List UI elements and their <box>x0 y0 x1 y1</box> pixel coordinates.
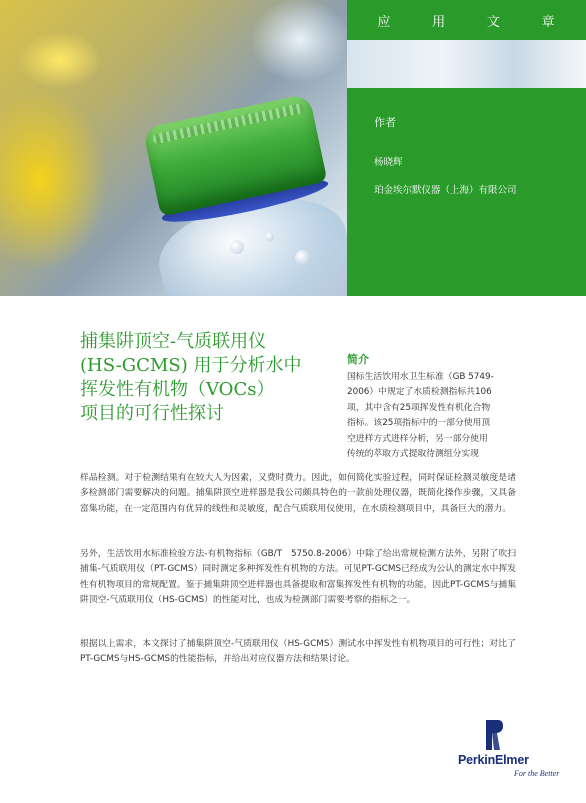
title-line: 项目的可行性探讨 <box>80 403 224 424</box>
cover-photo <box>0 0 347 296</box>
author-name: 杨晓辉 <box>374 157 403 168</box>
category-char: 用 <box>432 14 447 30</box>
author-label: 作者 <box>374 116 396 129</box>
logo-brand: PerkinElmer <box>458 753 529 767</box>
body-paragraph: 根据以上需求，本文探讨了捕集阱顶空-气质联用仪（HS-GCMS）测试水中挥发性有机物项目的可行性；对比了PT-GCMS与HS-GCMS的性能指标，并给出对应仪器方法和结果讨论。 <box>80 639 516 665</box>
intro-line: 2006）中规定了水质检测指标共106 <box>347 387 492 398</box>
category-char: 应 <box>377 14 392 30</box>
category-bar <box>347 0 586 40</box>
body-paragraph: 另外，生活饮用水标准检验方法-有机物指标（GB/T 5750.8-2006）中除了给出常规检测方法外，另附了吹扫捕集-气质联用仪（PT-GCMS）同时测定多种挥发性有机物的方法。可见PT-GCMS已经成为公认的测定水中挥发性有机物项目的常规配置。鉴于捕集阱顶空进样器也具备提取和富集挥发性有机物的功能，因此PT-GCMS与捕集阱顶空-气质联用仪（HS-GCMS）的性能对比，也成为检测部门需要考察的指标之一。 <box>80 549 516 606</box>
category-char: 章 <box>541 14 556 30</box>
author-box <box>347 88 586 296</box>
bubble-shape <box>230 240 244 254</box>
logo-tagline: For the Better <box>514 769 560 778</box>
intro-line: 项，其中含有25项挥发性有机化合物 <box>347 402 491 413</box>
title-line: 捕集阱顶空-气质联用仪 <box>80 331 267 352</box>
title-line: 挥发性有机物（VOCs） <box>80 379 275 400</box>
title-line: (HS-GCMS) 用于分析水中 <box>80 355 302 376</box>
intro-heading: 简介 <box>347 353 369 366</box>
perkinelmer-logo-icon <box>480 718 504 752</box>
intro-line: 国标生活饮用水卫生标准（GB 5749- <box>347 372 494 382</box>
intro-column <box>347 370 519 462</box>
bubble-shape <box>295 250 311 266</box>
intro-continuation: 样品检测。对于检测结果有在较大人为因素，又费时费力。因此，如何简化实验过程，同时保证检测灵敏度是诸多检测部门需要解决的问题。捕集阱顶空进样器是我公司颇具特色的一款前处理仪器，既简化操作步骤，又具备富集功能，在一定范围内有优异的线性和灵敏度，配合气质联用仪使用，在水质检测项目中，具备巨大的潜力。 <box>80 473 516 514</box>
cover-photo-strip <box>347 40 586 88</box>
bottle-cap-shape <box>143 93 328 216</box>
article-title <box>80 330 350 426</box>
intro-line: 传统的萃取方式提取待测组分实现 <box>347 449 479 460</box>
category-char: 文 <box>486 14 501 30</box>
perkinelmer-logo <box>452 712 572 782</box>
intro-line: 指标。该25项指标中的一部分使用顶 <box>347 418 491 429</box>
author-organization: 珀金埃尔默仪器（上海）有限公司 <box>374 185 517 196</box>
bubble-shape <box>265 232 274 241</box>
intro-line: 空进样方式进样分析，另一部分使用 <box>347 433 488 444</box>
